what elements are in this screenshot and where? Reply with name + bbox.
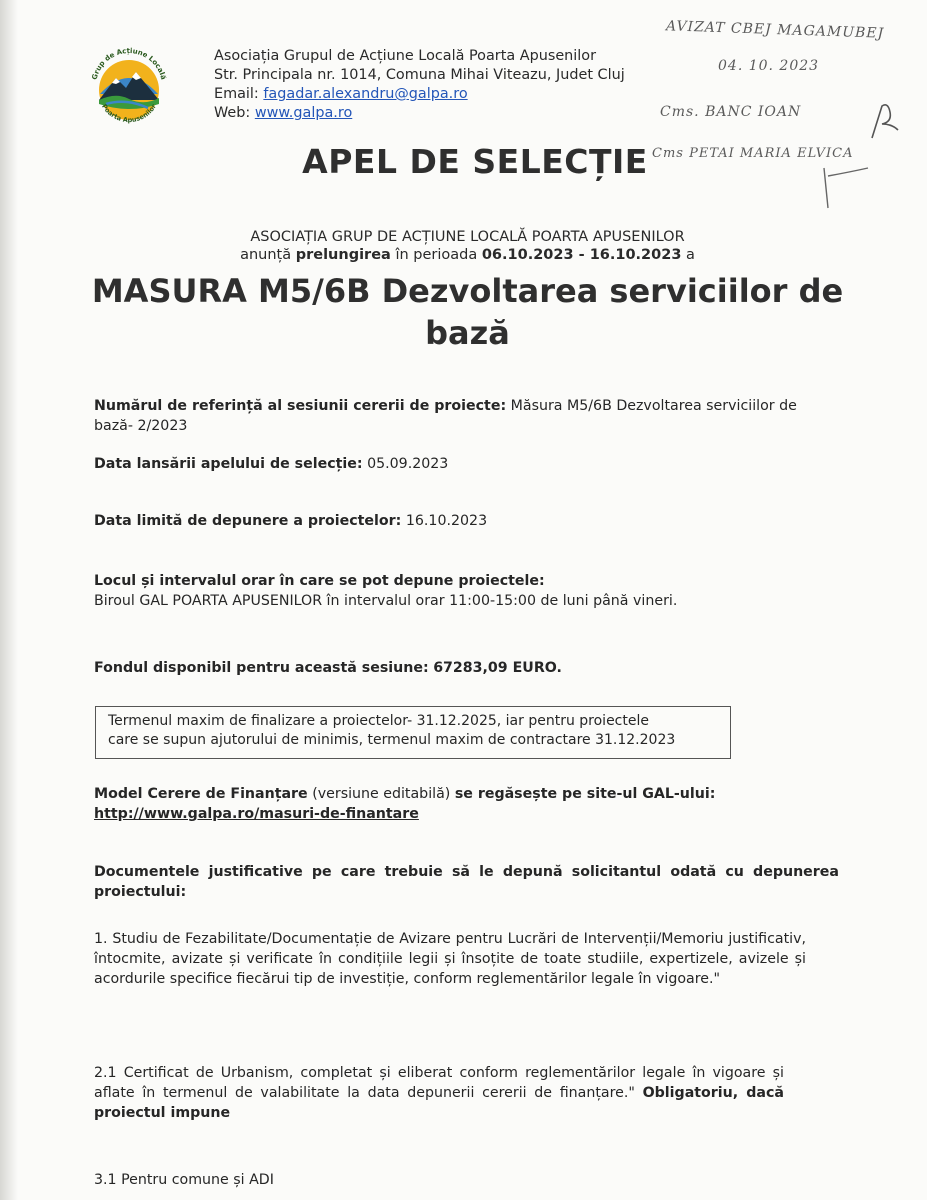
org-email-line — [214, 85, 625, 104]
logo-top-text: Grup de Acțiune Locală — [90, 46, 168, 81]
document-item-2-text: 2.1 Certificat de Urbanism, completat și eliberat conform reglementărilor legale în vigoare și aflate în termenul de valabilitate la data depunerii cererii de finanțare." — [94, 1065, 784, 1101]
handwritten-name-2: Cms PETAI MARIA ELVICA — [652, 146, 854, 161]
model-form-suffix: se regăsește pe site-ul GAL-ului: — [454, 786, 716, 802]
measure-title-line-1: MASURA M5/6B Dezvoltarea serviciilor de — [91, 272, 844, 310]
model-form-line — [94, 784, 839, 804]
reference-value: Măsura M5/6B Dezvoltarea serviciilor de bază- 2/2023 — [94, 398, 797, 434]
deadline-notice-box — [95, 706, 731, 759]
reference-number — [94, 396, 839, 436]
announce-period: 06.10.2023 - 16.10.2023 — [481, 247, 682, 263]
announce-line-1: ASOCIAȚIA GRUP DE ACȚIUNE LOCALĂ POARTA APUSENILOR — [250, 229, 685, 245]
measure-title-line-2: bază — [425, 314, 510, 352]
org-name: Asociația Grupul de Acțiune Locală Poarta Apusenilor — [214, 48, 597, 64]
deadline-value: 16.10.2023 — [405, 513, 488, 529]
page-title: APEL DE SELECȚIE — [302, 142, 648, 181]
announce-prefix: anunță — [240, 247, 292, 263]
handwritten-approval: AVIZAT CBEJ MAGAMUBEJ — [665, 18, 885, 42]
document-item-3: 3.1 Pentru comune și ADI — [94, 1172, 274, 1188]
deadline-date — [94, 511, 839, 531]
handwritten-name-1: Cms. BANC IOAN — [660, 104, 802, 120]
reference-label: Numărul de referință al sesiunii cererii de proiecte: — [94, 398, 507, 414]
submission-place-value: Biroul GAL POARTA APUSENILOR în intervalul orar 11:00-15:00 de luni până vineri. — [94, 593, 678, 609]
document-item-2-mandatory: Obligatoriu, dacă proiectul impune — [94, 1085, 784, 1121]
announce-extension: prelungirea — [295, 247, 391, 263]
org-header — [214, 47, 625, 123]
announce-line-2 — [0, 247, 927, 263]
gal-logo — [86, 42, 172, 138]
org-web-line — [214, 104, 625, 123]
launch-date-value: 05.09.2023 — [367, 456, 449, 472]
submission-place-label: Locul și intervalul orar în care se pot depune proiectele: — [94, 573, 545, 589]
web-link[interactable]: www.galpa.ro — [254, 105, 353, 121]
org-address: Str. Principala nr. 1014, Comuna Mihai Viteazu, Judet Cluj — [214, 67, 625, 83]
model-form-link[interactable]: http://www.galpa.ro/masuri-de-finantare — [94, 806, 419, 822]
documents-heading: Documentele justificative pe care trebuie să le depună solicitantul odată cu depunerea proiectului: — [94, 864, 839, 900]
launch-date — [94, 454, 839, 474]
deadline-label: Data limită de depunere a proiectelor: — [94, 513, 402, 529]
signature-mark — [868, 100, 902, 142]
document-item-1: 1. Studiu de Fezabilitate/Documentație de Avizare pentru Lucrări de Intervenții/Memoriu justificativ, întocmite, avizate și verificate în condițiile legii și însoțite de toate studiile, expertizele, avizele și acordurile specifice fiecărui tip de investiție, conform reglementărilor legale în vigoare." — [94, 931, 806, 987]
available-fund-label: Fondul disponibil pentru această sesiune: — [94, 660, 429, 676]
logo-bottom-text: Poarta Apusenilor — [100, 102, 158, 125]
available-fund — [94, 658, 839, 678]
deadline-notice-line-2: care se supun ajutorului de minimis, termenul maxim de contractare 31.12.2023 — [108, 732, 676, 748]
deadline-notice-line-1: Termenul maxim de finalizare a proiectelor- 31.12.2025, iar pentru proiectele — [108, 713, 649, 729]
announce-mid: în perioada — [395, 247, 478, 263]
announce-suffix: a — [686, 247, 695, 263]
model-form-label: Model Cerere de Finanțare — [94, 786, 308, 802]
measure-title — [0, 270, 927, 354]
model-form-paren: (versiune editabilă) — [312, 786, 451, 802]
submission-place — [94, 571, 839, 611]
model-form — [94, 784, 839, 824]
web-label: Web: — [214, 105, 251, 121]
document-item-2 — [94, 1063, 784, 1123]
email-link[interactable]: fagadar.alexandru@galpa.ro — [263, 86, 468, 102]
email-label: Email: — [214, 86, 259, 102]
launch-date-label: Data lansării apelului de selecție: — [94, 456, 363, 472]
handwritten-date: 04. 10. 2023 — [718, 58, 820, 74]
available-fund-value: 67283,09 EURO. — [433, 660, 562, 676]
